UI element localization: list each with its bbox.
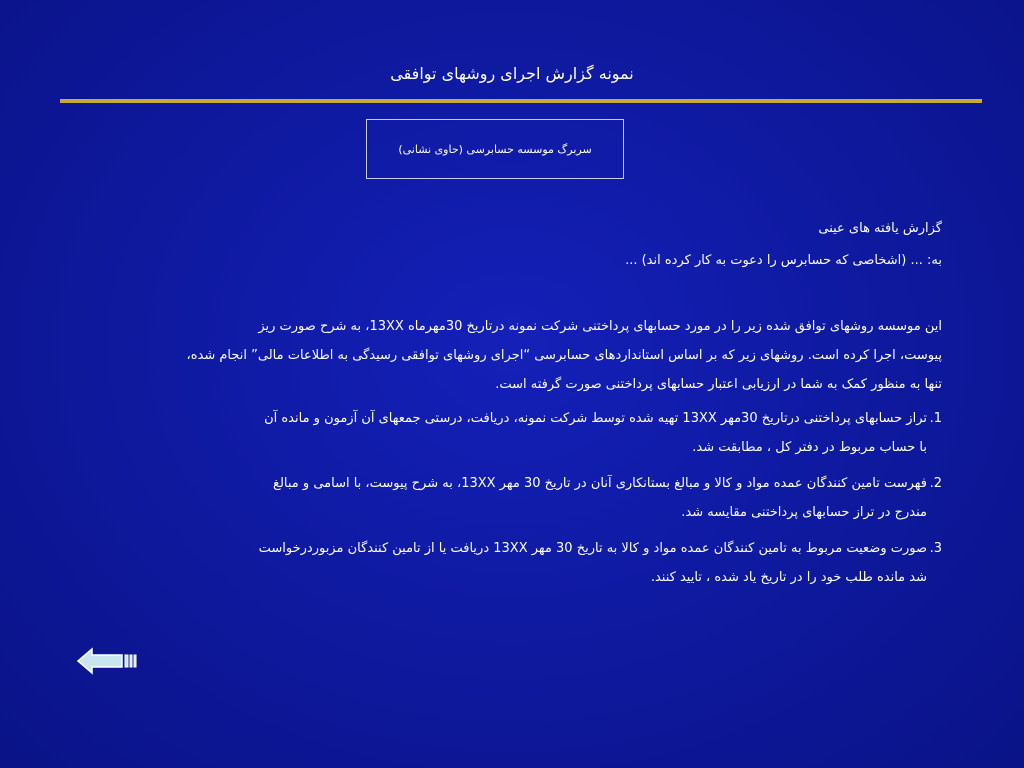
intro-line: تنها به منظور کمک به شما در ارزیابی اعتبار حسابهای پرداختنی صورت گرفته است.: [495, 377, 942, 392]
procedure-text: فهرست تامین کنندگان عمده مواد و کالا و مبالغ بستانکاری آنان در تاریخ 30 مهر 13XX، به شرح پیوست، با اسامی و مبالغ: [273, 476, 927, 491]
procedure-text: با حساب مربوط در دفتر کل ، مطابقت شد.: [692, 440, 927, 455]
report-addressee: به: ... (اشخاصی که حسابرس را دعوت به کار کرده اند) ...: [625, 253, 942, 268]
letterhead-placeholder: [366, 119, 624, 179]
back-arrow-icon: [76, 647, 138, 675]
procedure-item: [42, 534, 942, 592]
procedure-number: 3.: [929, 541, 942, 556]
back-arrow-button[interactable]: [76, 647, 138, 675]
intro-line: پیوست، اجرا کرده است. روشهای زیر که بر اساس استانداردهای حسابرسی “اجرای روشهای توافقی رسیدگی به اطلاعات مالی” انجام شده،: [186, 348, 942, 363]
procedure-number: 2.: [929, 476, 942, 491]
procedure-number: 1.: [929, 411, 942, 426]
procedure-text: مندرج در تراز حسابهای پرداختنی مقایسه شد.: [681, 505, 927, 520]
intro-line: این موسسه روشهای توافق شده زیر را در مورد حسابهای پرداختنی شرکت نمونه درتاریخ 30مهرماه 13XX، به شرح صورت ریز: [258, 319, 942, 334]
procedure-item: [42, 404, 942, 462]
procedure-text: شد مانده طلب خود را در تاریخ یاد شده ، تایید کنند.: [650, 570, 927, 585]
procedure-text: صورت وضعیت مربوط به تامین کنندگان عمده مواد و کالا به تاریخ 30 مهر 13XX دریافت یا از تامین کنندگان مزبوردرخواست: [258, 541, 927, 556]
procedure-list: [42, 404, 942, 599]
intro-paragraph: [42, 312, 942, 399]
title-divider: [60, 99, 982, 103]
slide-title: نمونه گزارش اجرای روشهای توافقی: [390, 64, 634, 83]
report-heading: گزارش یافته های عینی: [818, 221, 942, 236]
procedure-text: تراز حسابهای پرداختنی درتاریخ 30مهر 13XX تهیه شده توسط شرکت نمونه، دریافت، درستی جمعهای آن آزمون و مانده آن: [264, 411, 927, 426]
letterhead-label: سربرگ موسسه حسابرسی (حاوی نشانی): [398, 142, 592, 156]
procedure-item: [42, 469, 942, 527]
